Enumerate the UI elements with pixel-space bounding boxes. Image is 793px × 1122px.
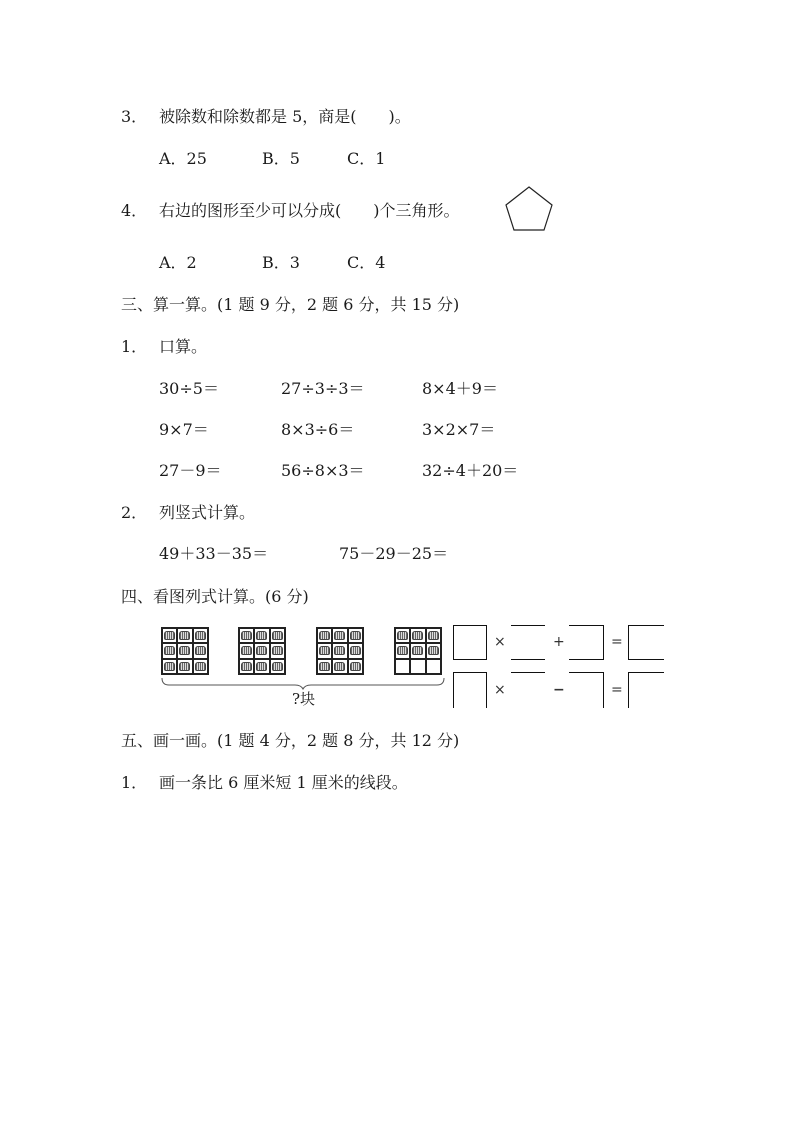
q3-text: 被除数和除数都是 5，商是( )。	[159, 107, 411, 126]
answer-box-1-3[interactable]	[569, 625, 604, 660]
section3-item1-label: 口算。	[159, 337, 208, 356]
mental-calc-1-2: 27÷3÷3＝	[281, 379, 365, 398]
brace-label: ?块	[292, 690, 316, 708]
mental-calc-3-1: 27－9＝	[159, 461, 222, 480]
q3-option-a: A．25	[159, 149, 207, 168]
q3-option-b: B．5	[262, 149, 300, 168]
q3-number: 3．	[121, 107, 148, 126]
cake-box-4	[394, 627, 442, 675]
cake-box-1	[161, 627, 209, 675]
answer-box-2-3[interactable]	[569, 672, 604, 708]
answer-box-2-2[interactable]	[511, 672, 545, 708]
section3-item1-number: 1．	[121, 337, 148, 356]
section5-item1-number: 1．	[121, 773, 148, 792]
mental-calc-2-1: 9×7＝	[159, 420, 209, 439]
equals-sign-2: =	[611, 682, 623, 698]
answer-box-1-4[interactable]	[628, 625, 664, 660]
pentagon-icon	[504, 185, 556, 235]
mental-calc-3-2: 56÷8×3＝	[281, 461, 365, 480]
mental-calc-1-3: 8×4＋9＝	[422, 379, 498, 398]
q4-option-a: A．2	[159, 253, 197, 272]
cake-box-3	[316, 627, 364, 675]
answer-box-1-2[interactable]	[511, 625, 545, 660]
answer-box-2-1[interactable]	[453, 672, 487, 708]
q4-option-b: B．3	[262, 253, 300, 272]
q4-text: 右边的图形至少可以分成( )个三角形。	[159, 201, 460, 220]
times-sign-2: ×	[494, 682, 506, 698]
mental-calc-2-2: 8×3÷6＝	[281, 420, 355, 439]
vertical-calc-2: 75－29－25＝	[339, 544, 449, 563]
brace-icon	[161, 676, 445, 690]
equals-sign-1: =	[611, 634, 623, 650]
q3-option-c: C．1	[347, 149, 386, 168]
section3-item2-label: 列竖式计算。	[159, 503, 256, 522]
mental-calc-1-1: 30÷5＝	[159, 379, 219, 398]
vertical-calc-1: 49＋33－35＝	[159, 544, 269, 563]
cake-box-2	[238, 627, 286, 675]
q4-option-c: C．4	[347, 253, 386, 272]
section5-title: 五、画一画。(1 题 4 分，2 题 8 分，共 12 分)	[121, 731, 460, 750]
mental-calc-2-3: 3×2×7＝	[422, 420, 496, 439]
answer-box-2-4[interactable]	[628, 672, 664, 708]
section5-item1-text: 画一条比 6 厘米短 1 厘米的线段。	[159, 773, 408, 792]
section3-title: 三、算一算。(1 题 9 分，2 题 6 分，共 15 分)	[121, 295, 460, 314]
section3-item2-number: 2．	[121, 503, 148, 522]
plus-sign: +	[553, 634, 565, 650]
times-sign-1: ×	[494, 634, 506, 650]
answer-box-1-1[interactable]	[453, 625, 487, 660]
mental-calc-3-3: 32÷4＋20＝	[422, 461, 519, 480]
q4-number: 4．	[121, 201, 148, 220]
minus-sign: −	[553, 682, 565, 698]
section4-title: 四、看图列式计算。(6 分)	[121, 587, 309, 606]
